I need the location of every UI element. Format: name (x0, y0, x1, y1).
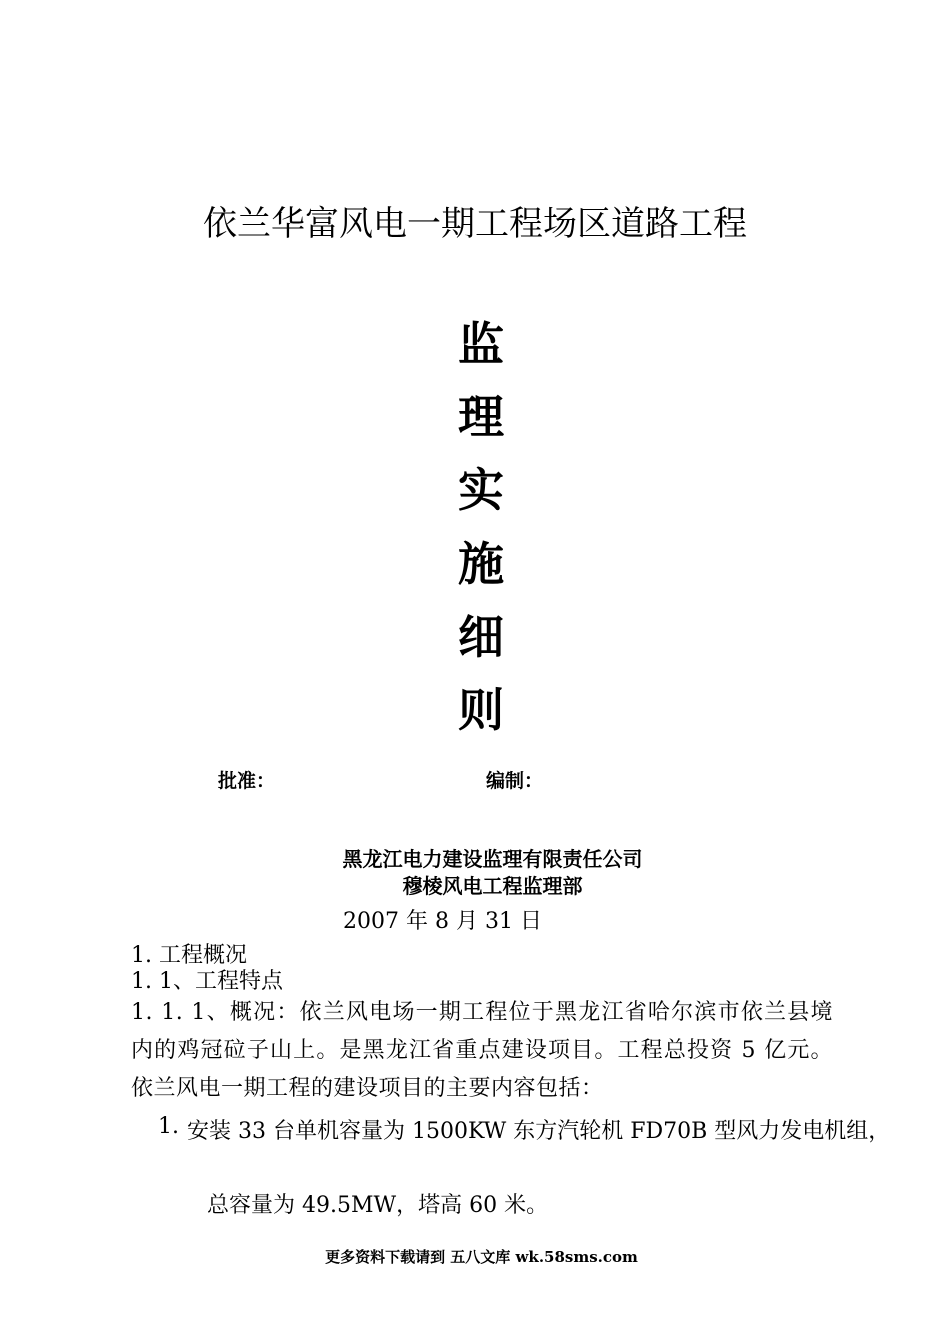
list-item-number: 1. (158, 1114, 179, 1139)
list-item-line-2: 总容量为 49.5MW，塔高 60 米。 (207, 1193, 549, 1218)
project-title: 依兰华富风电一期工程场区道路工程 (203, 204, 747, 244)
department-name: 穆棱风电工程监理部 (402, 874, 583, 898)
main-title-char-4: 施 (458, 537, 504, 591)
main-title-char-6: 则 (458, 683, 504, 737)
compile-label: 编制： (486, 770, 544, 792)
overview-paragraph: 1. 1. 1、概况：依兰风电场一期工程位于黑龙江省哈尔滨市依兰县境内的鸡冠砬子山上。是黑龙江省重点建设项目。工程总投资 5 亿元。依兰风电一期工程的建设项目的主要内容包括： (131, 1000, 833, 1101)
main-title-char-2: 理 (458, 390, 504, 444)
approve-label: 批准： (218, 770, 276, 792)
list-item-line-1: 安装 33 台单机容量为 1500KW 东方汽轮机 FD70B 型风力发电机组， (187, 1119, 891, 1144)
section-heading-1: 1. 工程概况 (131, 943, 247, 968)
document-date: 2007 年 8 月 31 日 (343, 909, 542, 934)
main-title-char-5: 细 (458, 610, 504, 664)
company-name: 黑龙江电力建设监理有限责任公司 (342, 847, 643, 871)
section-heading-1-1: 1. 1、工程特点 (131, 969, 283, 994)
footer-link-text[interactable]: 更多资料下载请到 五八文库 wk.58sms.com (325, 1248, 638, 1266)
main-title-char-3: 实 (458, 463, 504, 517)
main-title-char-1: 监 (458, 317, 504, 371)
